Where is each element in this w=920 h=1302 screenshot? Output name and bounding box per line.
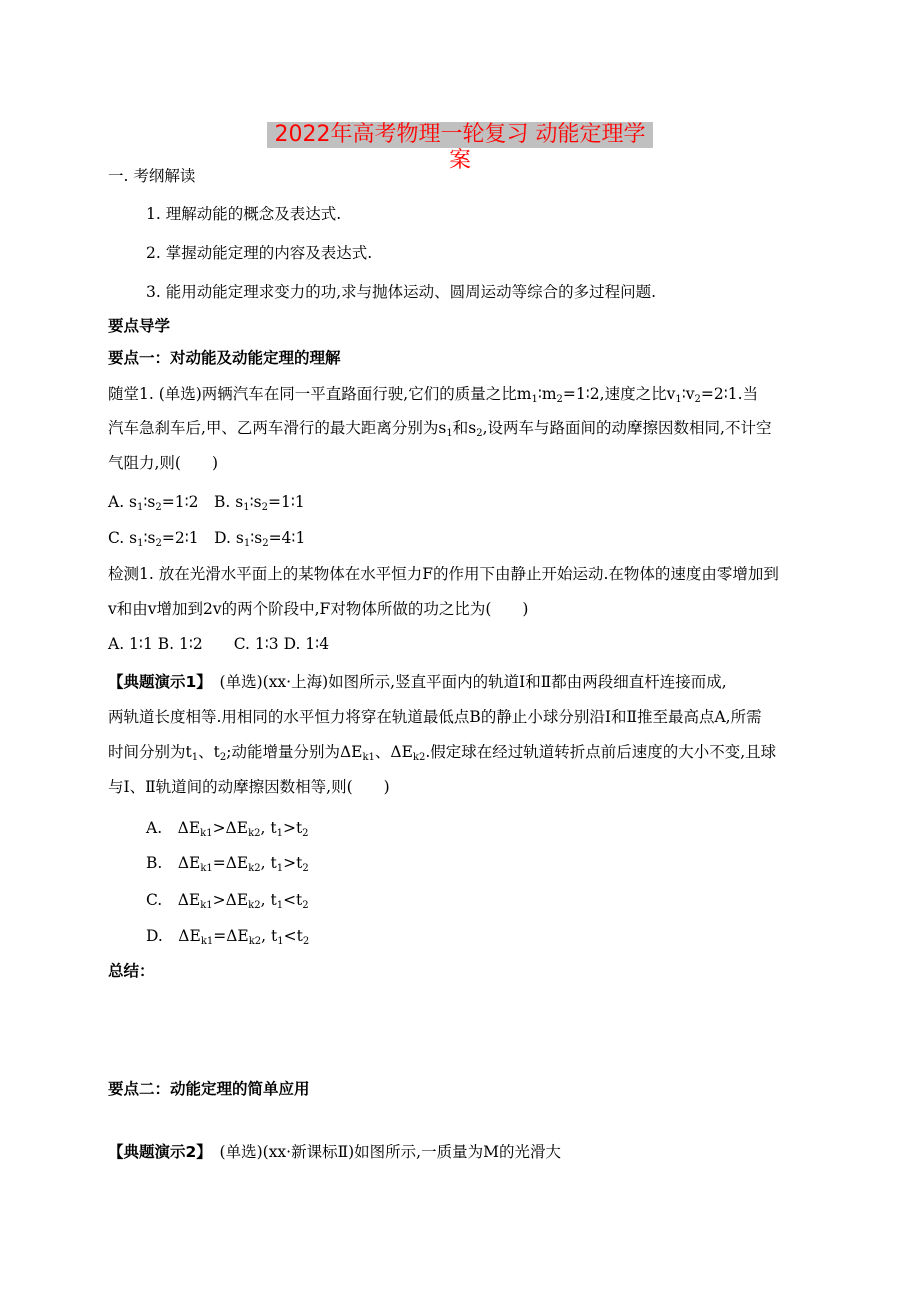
q1-line: 随堂1. (单选)两辆汽车在同一平直路面行驶,它们的质量之比$m_1∶m_2=1∶2$,速度之比$v_1∶v_2=2∶1$.当 xyxy=(108,385,759,405)
ex1-option: C. $\Delta E_{k1}>\Delta E_{k2}$, $t_1<t_2$ xyxy=(146,891,309,911)
point1-heading: 要点一：对动能及动能定理的理解 xyxy=(108,349,341,367)
ex1-option: D. $\Delta E_{k1}=\Delta E_{k2}$, $t_1<t_2$ xyxy=(146,927,310,947)
ex1-line: 时间分别为$t_1$、$t_2$;动能增量分别为$\Delta E_{k1}$、$\Delta E_{k2}$.假定球在经过轨道转折点前后速度的大小不变,且球 xyxy=(108,743,777,763)
section-heading: 一. 考纲解读 xyxy=(108,167,196,185)
ex2-label: 【典题演示2】 xyxy=(108,1143,205,1161)
q1-line: 气阻力,则( ) xyxy=(108,454,219,472)
ex1-option: B. $\Delta E_{k1}=\Delta E_{k2}$, $t_1>t_2$ xyxy=(146,854,309,874)
q1-line: 汽车急刹车后,甲、乙两车滑行的最大距离分别为$s_1$和$s_2$,设两车与路面间的动摩擦因数相同,不计空 xyxy=(108,419,772,439)
ex1-label: 【典题演示1】 xyxy=(108,673,205,691)
ex1-option: A. $\Delta E_{k1}>\Delta E_{k2}$, $t_1>t_2$ xyxy=(146,819,309,839)
syllabus-item: 2. 掌握动能定理的内容及表达式. xyxy=(146,244,373,262)
document-title: 2022年高考物理一轮复习 动能定理学案 xyxy=(267,122,653,148)
summary-label: 总结： xyxy=(108,962,155,980)
q2-options: A. 1∶1 B. 1∶2 C. 1∶3 D. 1∶4 xyxy=(108,635,330,653)
ex1-line: 与Ⅰ、Ⅱ轨道间的动摩擦因数相等,则( ) xyxy=(108,778,390,796)
q1-options: A. $s_1∶s_2=1∶2$ B. $s_1∶s_2=1∶1$ xyxy=(108,493,305,513)
guide-heading: 要点导学 xyxy=(108,317,171,335)
ex2-line: 【典题演示2】 (单选)(xx·新课标Ⅱ)如图所示,一质量为M的光滑大 xyxy=(108,1143,561,1161)
q2-line: v和由v增加到2v的两个阶段中,F对物体所做的功之比为( ) xyxy=(108,600,529,618)
syllabus-item: 1. 理解动能的概念及表达式. xyxy=(146,205,342,223)
q2-line: 检测1. 放在光滑水平面上的某物体在水平恒力F的作用下由静止开始运动.在物体的速度由零增加到 xyxy=(108,565,779,583)
syllabus-item: 3. 能用动能定理求变力的功,求与抛体运动、圆周运动等综合的多过程问题. xyxy=(146,283,657,301)
ex1-line: 两轨道长度相等.用相同的水平恒力将穿在轨道最低点B的静止小球分别沿Ⅰ和Ⅱ推至最高点A,所需 xyxy=(108,708,762,726)
ex1-line: 【典题演示1】 (单选)(xx·上海)如图所示,竖直平面内的轨道Ⅰ和Ⅱ都由两段细直杆连接而成, xyxy=(108,673,727,691)
q1-options: C. $s_1∶s_2=2∶1$ D. $s_1∶s_2=4∶1$ xyxy=(108,529,306,549)
point2-heading: 要点二：动能定理的简单应用 xyxy=(108,1080,310,1098)
